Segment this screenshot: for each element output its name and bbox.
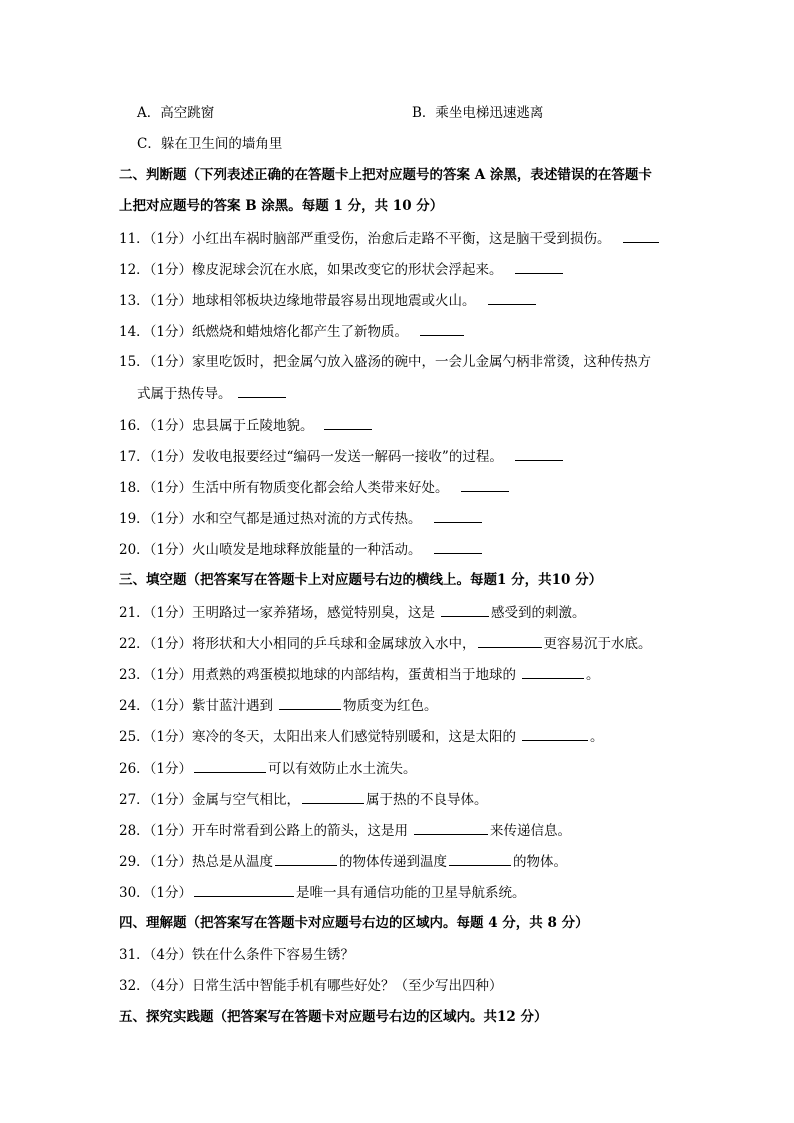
question-21-text-2: 感受到的刺激。 xyxy=(491,605,586,621)
answer-blank-29a[interactable] xyxy=(275,851,337,866)
answer-blank-29b[interactable] xyxy=(449,851,511,866)
question-23-text-1: 23．（1分）用煮熟的鸡蛋模拟地球的内部结构，蛋黄相当于地球的 xyxy=(119,667,517,683)
question-30-text-2: 是唯一具有通信功能的卫星导航系统。 xyxy=(296,885,526,901)
answer-blank-11[interactable] xyxy=(623,228,659,243)
question-22-text-1: 22．（1分）将形状和大小相同的乒乓球和金属球放入水中， xyxy=(119,636,476,652)
option-c: C．躲在卫生间的墙角里 xyxy=(137,136,283,152)
question-25 xyxy=(119,726,604,747)
question-21-text-1: 21．（1分）王明路过一家养猪场，感觉特别臭，这是 xyxy=(119,605,436,621)
answer-blank-12[interactable] xyxy=(515,259,563,274)
question-16-text: 16．（1分）忠县属于丘陵地貌。 xyxy=(119,418,314,434)
question-25-text-1: 25．（1分）寒冷的冬天，太阳出来人们感觉特别暖和，这是太阳的 xyxy=(119,729,517,745)
answer-blank-17[interactable] xyxy=(515,446,563,461)
question-32: 32．（4分）日常生活中智能手机有哪些好处？（至少写出四种） xyxy=(119,978,503,994)
answer-blank-21[interactable] xyxy=(441,602,489,617)
question-27 xyxy=(119,789,488,810)
question-17-text: 17．（1分）发收电报要经过“编码一发送一解码一接收”的过程。 xyxy=(119,449,503,465)
question-25-text-2: 。 xyxy=(590,729,604,745)
answer-blank-20[interactable] xyxy=(434,539,482,554)
section-3-heading: 三、填空题（把答案写在答题卡上对应题号右边的横线上。每题1 分，共10 分） xyxy=(119,572,603,588)
question-19-text: 19．（1分）水和空气都是通过热对流的方式传热。 xyxy=(119,511,422,527)
question-13-text: 13．（1分）地球相邻板块边缘地带最容易出现地震或火山。 xyxy=(119,293,476,309)
question-27-text-2: 属于热的不良导体。 xyxy=(366,792,488,808)
question-26-text-1: 26．（1分） xyxy=(119,761,193,777)
answer-blank-28[interactable] xyxy=(414,820,488,835)
answer-blank-14[interactable] xyxy=(420,321,464,336)
answer-blank-24[interactable] xyxy=(279,695,341,710)
question-12-text: 12．（1分）橡皮泥球会沉在水底，如果改变它的形状会浮起来。 xyxy=(119,262,503,278)
question-28-text-2: 来传递信息。 xyxy=(490,823,572,839)
answer-blank-16[interactable] xyxy=(324,415,372,430)
answer-blank-22[interactable] xyxy=(478,633,542,648)
question-11-text: 11．（1分）小红出车祸时脑部严重受伤，治愈后走路不平衡，这是脑干受到损伤。 xyxy=(119,231,611,247)
answer-blank-23[interactable] xyxy=(522,664,584,679)
answer-blank-26[interactable] xyxy=(194,758,266,773)
question-19 xyxy=(119,508,484,529)
question-23 xyxy=(119,664,600,685)
question-20-text: 20．（1分）火山喷发是地球释放能量的一种活动。 xyxy=(119,542,422,558)
answer-blank-27[interactable] xyxy=(302,789,364,804)
question-31: 31．（4分）铁在什么条件下容易生锈？ xyxy=(119,947,355,963)
answer-blank-15[interactable] xyxy=(238,383,286,398)
question-22-text-2: 更容易沉于水底。 xyxy=(543,636,652,652)
question-27-text-1: 27．（1分）金属与空气相比， xyxy=(119,792,301,808)
answer-blank-30[interactable] xyxy=(194,882,294,897)
question-15-line-2 xyxy=(137,383,288,404)
question-30 xyxy=(119,882,526,903)
question-20 xyxy=(119,539,484,560)
question-23-text-2: 。 xyxy=(586,667,600,683)
question-30-text-1: 30．（1分） xyxy=(119,885,193,901)
question-28-text-1: 28．（1分）开车时常看到公路上的箭头，这是用 xyxy=(119,823,409,839)
question-24 xyxy=(119,695,438,716)
section-2-heading-line-1: 二、判断题（下列表述正确的在答题卡上把对应题号的答案 A 涂黑，表述错误的在答题卡 xyxy=(119,167,652,183)
question-22 xyxy=(119,633,652,654)
question-12 xyxy=(119,259,565,280)
question-16 xyxy=(119,415,374,436)
question-26 xyxy=(119,758,417,779)
question-26-text-2: 可以有效防止水土流失。 xyxy=(268,761,417,777)
section-2-heading-line-2: 上把对应题号的答案 B 涂黑。每题 1 分，共 10 分） xyxy=(119,198,444,214)
question-24-text-1: 24．（1分）紫甘蓝汁遇到 xyxy=(119,698,274,714)
question-29 xyxy=(119,851,567,872)
question-18 xyxy=(119,477,511,498)
option-b: B．乘坐电梯迅速逃离 xyxy=(412,105,544,121)
answer-blank-25[interactable] xyxy=(522,726,588,741)
question-29-text-1: 29．（1分）热总是从温度 xyxy=(119,854,274,870)
answer-blank-13[interactable] xyxy=(488,290,536,305)
question-15-line-1: 15．（1分）家里吃饭时，把金属勺放入盛汤的碗中，一会儿金属勺柄非常烫，这种传热方 xyxy=(119,354,652,370)
question-13 xyxy=(119,290,538,311)
option-a: A．高空跳窗 xyxy=(137,105,215,121)
question-17 xyxy=(119,446,565,467)
question-18-text: 18．（1分）生活中所有物质变化都会给人类带来好处。 xyxy=(119,480,449,496)
answer-blank-18[interactable] xyxy=(461,477,509,492)
question-11 xyxy=(119,228,661,249)
question-21 xyxy=(119,602,586,623)
question-29-text-2: 的物体传递到温度 xyxy=(339,854,448,870)
section-5-heading: 五、探究实践题（把答案写在答题卡对应题号右边的区域内。共12 分） xyxy=(119,1009,548,1025)
question-14 xyxy=(119,321,466,342)
answer-blank-19[interactable] xyxy=(434,508,482,523)
section-4-heading: 四、理解题（把答案写在答题卡对应题号右边的区域内。每题 4 分，共 8 分） xyxy=(119,915,589,931)
question-15-text-cont: 式属于热传导。 xyxy=(137,386,232,402)
question-29-text-3: 的物体。 xyxy=(513,854,568,870)
question-24-text-2: 物质变为红色。 xyxy=(343,698,438,714)
question-28 xyxy=(119,820,571,841)
question-14-text: 14．（1分）纸燃烧和蜡烛熔化都产生了新物质。 xyxy=(119,324,409,340)
